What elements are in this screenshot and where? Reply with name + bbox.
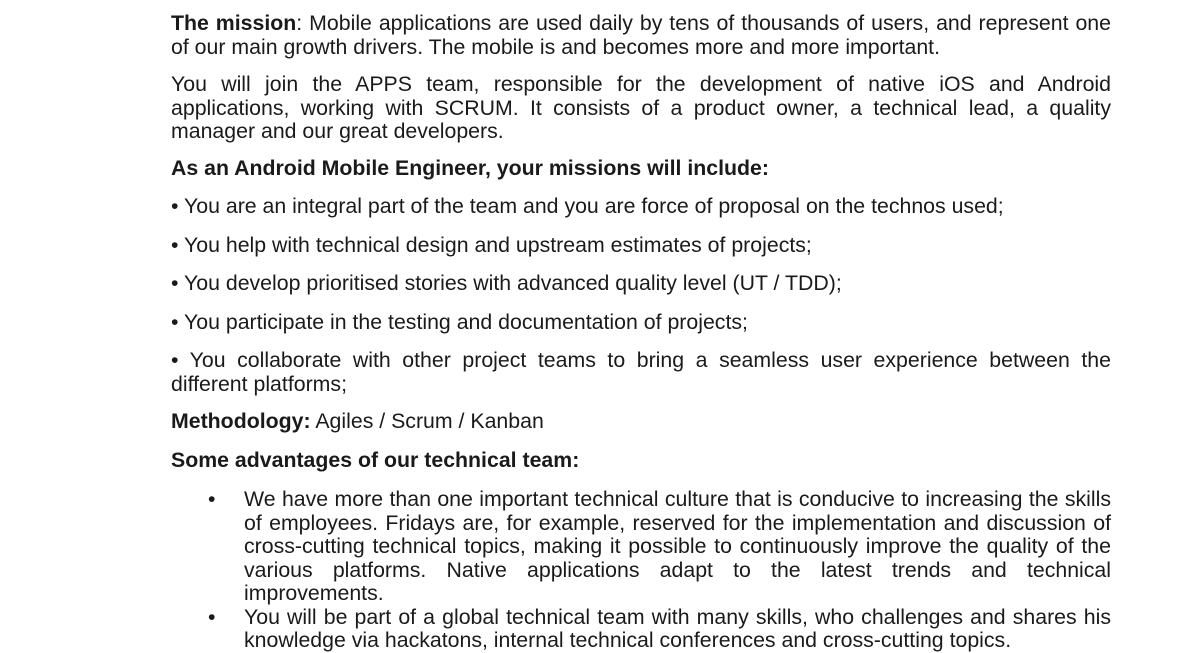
bullet-icon: • [208, 487, 216, 511]
methodology-text: Agiles / Scrum / Kanban [310, 409, 544, 433]
advantage-text: We have more than one important technical culture that is conducive to increasing the skills of employees. Fridays are, for example, reserved for the implementation and discussion of cross-cutting technical topics, making it possible to continuously improve the quality of the various platforms. Native applications adapt to the latest trends and technical improvements. [244, 487, 1111, 605]
advantages-list [171, 488, 1111, 653]
mission-item: • You develop prioritised stories with advanced quality level (UT / TDD); [171, 271, 842, 295]
advantage-item [171, 606, 1111, 653]
team-paragraph: You will join the APPS team, responsible for the development of native iOS and Android applications, working with SCRUM. It consists of a product owner, a technical lead, a quality manager and our great developers. [171, 72, 1111, 143]
missions-heading: As an Android Mobile Engineer, your missions will include: [171, 155, 769, 180]
advantage-item [171, 488, 1111, 606]
mission-item: • You collaborate with other project teams to bring a seamless user experience between the different platforms; [171, 348, 1111, 396]
document-body [171, 12, 1111, 653]
mission-item: • You are an integral part of the team and you are force of proposal on the technos used; [171, 194, 1004, 218]
mission-item: • You help with technical design and upstream estimates of projects; [171, 232, 812, 257]
mission-item: • You participate in the testing and documentation of projects; [171, 309, 748, 334]
methodology-paragraph [171, 410, 1111, 434]
mission-label: The mission [171, 11, 297, 35]
methodology-label: Methodology: [171, 409, 311, 433]
mission-text: : Mobile applications are used daily by tens of thousands of users, and represent one of our main growth drivers. The mobile is and becomes more and more important. [171, 11, 1111, 59]
advantage-text: You will be part of a global technical team with many skills, who challenges and shares his knowledge via hackatons, internal technical conferences and cross-cutting topics. [244, 604, 1111, 652]
mission-paragraph [171, 12, 1111, 59]
advantages-heading: Some advantages of our technical team: [171, 447, 580, 472]
bullet-icon: • [208, 604, 216, 629]
